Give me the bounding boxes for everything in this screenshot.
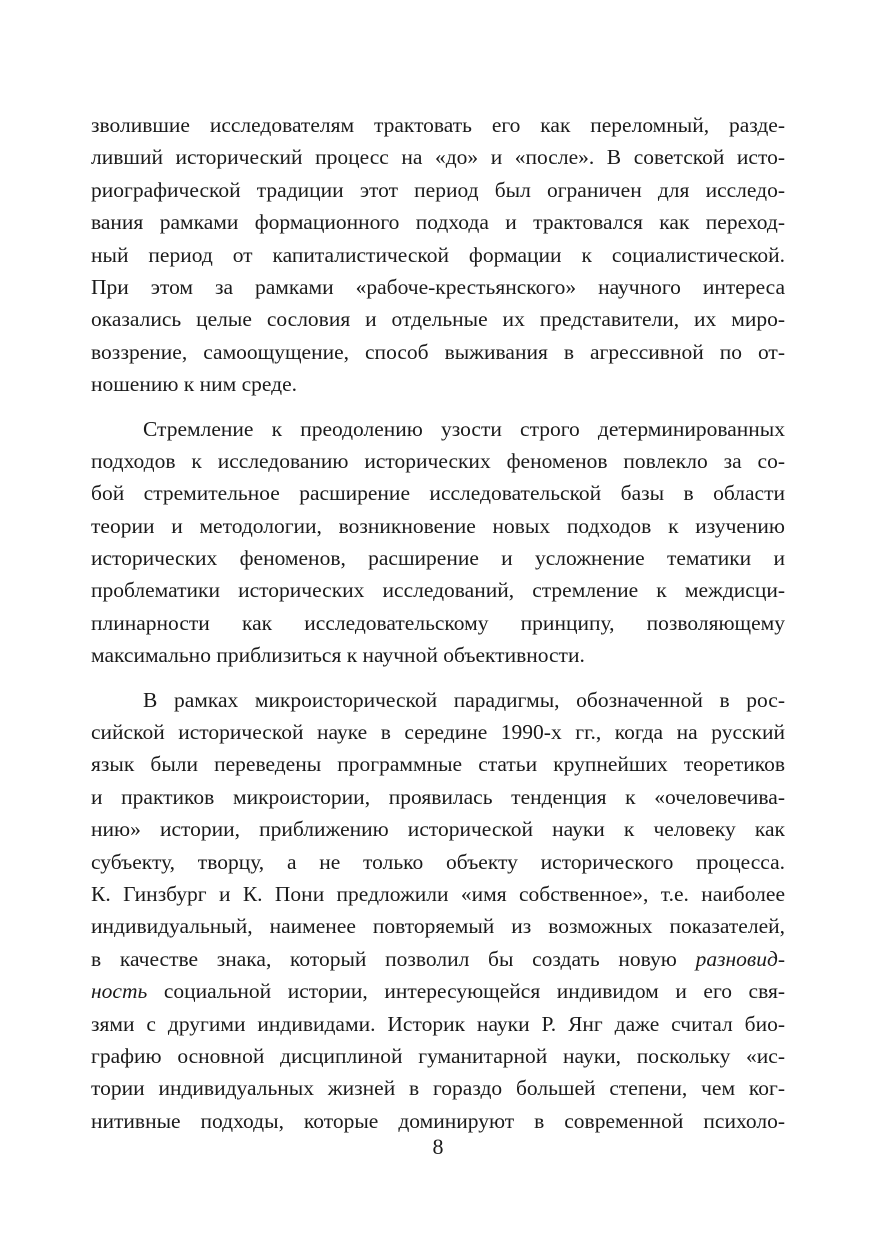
text-line: плинарности как исследовательскому принципу, позволяющему: [91, 610, 785, 635]
text-line: проблематики исторических исследований, стремление к междисци-: [91, 578, 785, 603]
text-line: ношению к ним среде.: [91, 372, 298, 397]
text-run: социальной истории, интересующейся индивидом и его свя-: [147, 979, 785, 1004]
text-line: При этом за рамками «рабоче-крестьянского» научного интереса: [91, 274, 785, 299]
text-line: сийской исторической науке в середине 1990-х гг., когда на русский: [91, 720, 785, 745]
text-line: нитивные подходы, которые доминируют в современной психоло-: [91, 1108, 785, 1133]
paragraph-2: [91, 413, 785, 672]
paragraph-gap: [91, 401, 785, 413]
text-line: зволившие исследователям трактовать его как переломный, разде-: [91, 113, 785, 137]
text-line: субъекту, творцу, а не только объекту исторического процесса.: [91, 849, 785, 874]
page-number: 8: [432, 1134, 444, 1159]
text-line: нию» истории, приближению исторической науки к человеку как: [91, 817, 785, 842]
text-run: в качестве знака, который позволил бы создать новую: [91, 946, 696, 971]
text-line: К. Гинзбург и К. Пони предложили «имя собственное», т.е. наиболее: [91, 881, 785, 906]
paragraph-1: [91, 109, 785, 401]
text-line: ный период от капиталистической формации к социалистической.: [91, 242, 785, 267]
text-line: оказались целые сословия и отдельные их представители, их миро-: [91, 307, 785, 332]
text-line: зями с другими индивидами. Историк науки Р. Янг даже считал био-: [91, 1011, 785, 1036]
text-line: язык были переведены программные статьи крупнейших теоретиков: [91, 752, 785, 777]
text-line: ливший исторический процесс на «до» и «после». В советской исто-: [91, 145, 785, 170]
text-line: графию основной дисциплиной гуманитарной науки, поскольку «ис-: [91, 1043, 785, 1068]
text-line-with-italic: [91, 975, 785, 1007]
page-body-text: [91, 109, 785, 1137]
text-line: риографической традиции этот период был ограничен для исследо-: [91, 177, 785, 202]
text-line: теории и методологии, возникновение новых подходов к изучению: [91, 513, 785, 538]
text-line: Стремление к преодолению узости строго детерминированных: [143, 416, 785, 441]
text-line: и практиков микроистории, проявилась тенденция к «очеловечива-: [91, 784, 785, 809]
text-line: вания рамками формационного подхода и трактовался как переход-: [91, 210, 785, 235]
text-line: максимально приблизиться к научной объективности.: [91, 643, 585, 668]
text-line-with-italic: [91, 943, 785, 975]
text-line: тории индивидуальных жизней в гораздо большей степени, чем ког-: [91, 1076, 785, 1101]
text-line: воззрение, самоощущение, способ выживания в агрессивной по от-: [91, 339, 785, 364]
text-line: подходов к исследованию исторических феноменов повлекло за со-: [91, 448, 785, 473]
paragraph-3: [91, 684, 785, 1137]
text-line: исторических феноменов, расширение и усложнение тематики и: [91, 546, 785, 571]
italic-term: ность: [91, 979, 148, 1004]
text-line: индивидуальный, наименее повторяемый из возможных показателей,: [91, 914, 785, 939]
text-line: бой стремительное расширение исследовательской базы в области: [91, 481, 785, 506]
paragraph-gap: [91, 672, 785, 684]
italic-term: разновид-: [695, 946, 785, 971]
text-line: В рамках микроисторической парадигмы, обозначенной в рос-: [143, 687, 785, 712]
